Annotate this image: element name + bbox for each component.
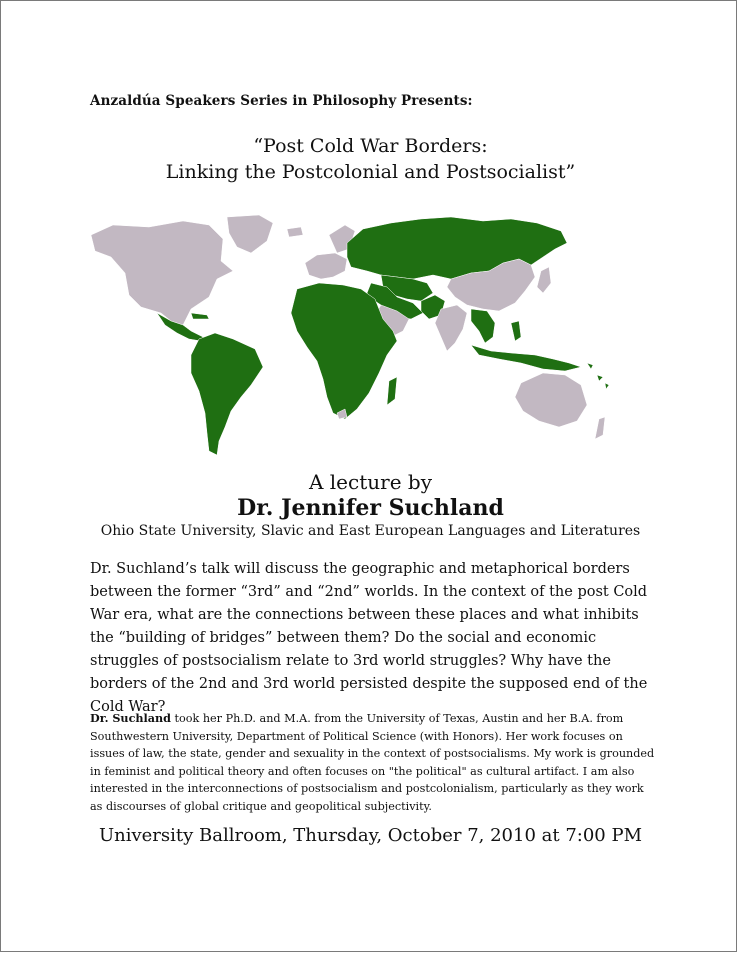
lecture-title-line-2: Linking the Postcolonial and Postsocialist”: [165, 161, 576, 183]
map-madagascar: [387, 377, 397, 405]
event-venue-datetime: University Ballroom, Thursday, October 7, 2010 at 7:00 PM: [98, 825, 643, 846]
map-india: [435, 305, 467, 351]
speaker-bio: [90, 710, 655, 815]
series-heading: Anzaldúa Speakers Series in Philosophy Presents:: [90, 93, 473, 109]
talk-abstract: Dr. Suchland’s talk will discuss the geographic and metaphorical borders between the former “3rd” and “2nd” worlds. In the context of the post Cold War era, what are the connections between these places and what inhibits the “building of bridges” between them? Do the social and economic struggles of postsocialism relate to 3rd world struggles? Why have the borders of the 2nd and 3rd world persisted despite the supposed end of the Cold War?: [90, 561, 648, 715]
map-indonesia: [471, 345, 581, 371]
map-greenland: [227, 215, 273, 253]
bio-text: took her Ph.D. and M.A. from the University of Texas, Austin and her B.A. from Southwestern University, Department of Political Science (with Honors). Her work focuses on issues of law, the state, gender and sexuality in the context of postsocialisms. My work is grounded in feminist and political theory and often focuses on "the political" as cultural artifact. I am also interested in the interconnections of postsocialism and postcolonialism, particularly as they work as discourses of global critique and geopolitical subjectivity.: [90, 712, 655, 813]
map-eurasia: [347, 217, 567, 279]
lecture-title-line-1: “Post Cold War Borders:: [253, 135, 488, 157]
map-caribbean: [191, 313, 209, 319]
speaker-affiliation: Ohio State University, Slavic and East European Languages and Literatures: [100, 523, 641, 539]
world-map: [91, 213, 651, 463]
map-south-america: [191, 333, 263, 455]
lecture-intro: A lecture by: [308, 470, 432, 494]
map-iceland: [287, 227, 303, 237]
map-southeast-asia: [471, 309, 495, 343]
map-western-europe: [305, 253, 347, 279]
map-japan: [537, 267, 551, 293]
map-pacific-islands: [587, 363, 609, 389]
map-new-zealand: [595, 417, 605, 439]
map-north-america: [91, 221, 233, 325]
map-philippines: [511, 321, 521, 341]
speaker-name: Dr. Jennifer Suchland: [237, 495, 504, 521]
bio-speaker-name: Dr. Suchland: [90, 711, 171, 725]
map-australia: [515, 373, 587, 427]
